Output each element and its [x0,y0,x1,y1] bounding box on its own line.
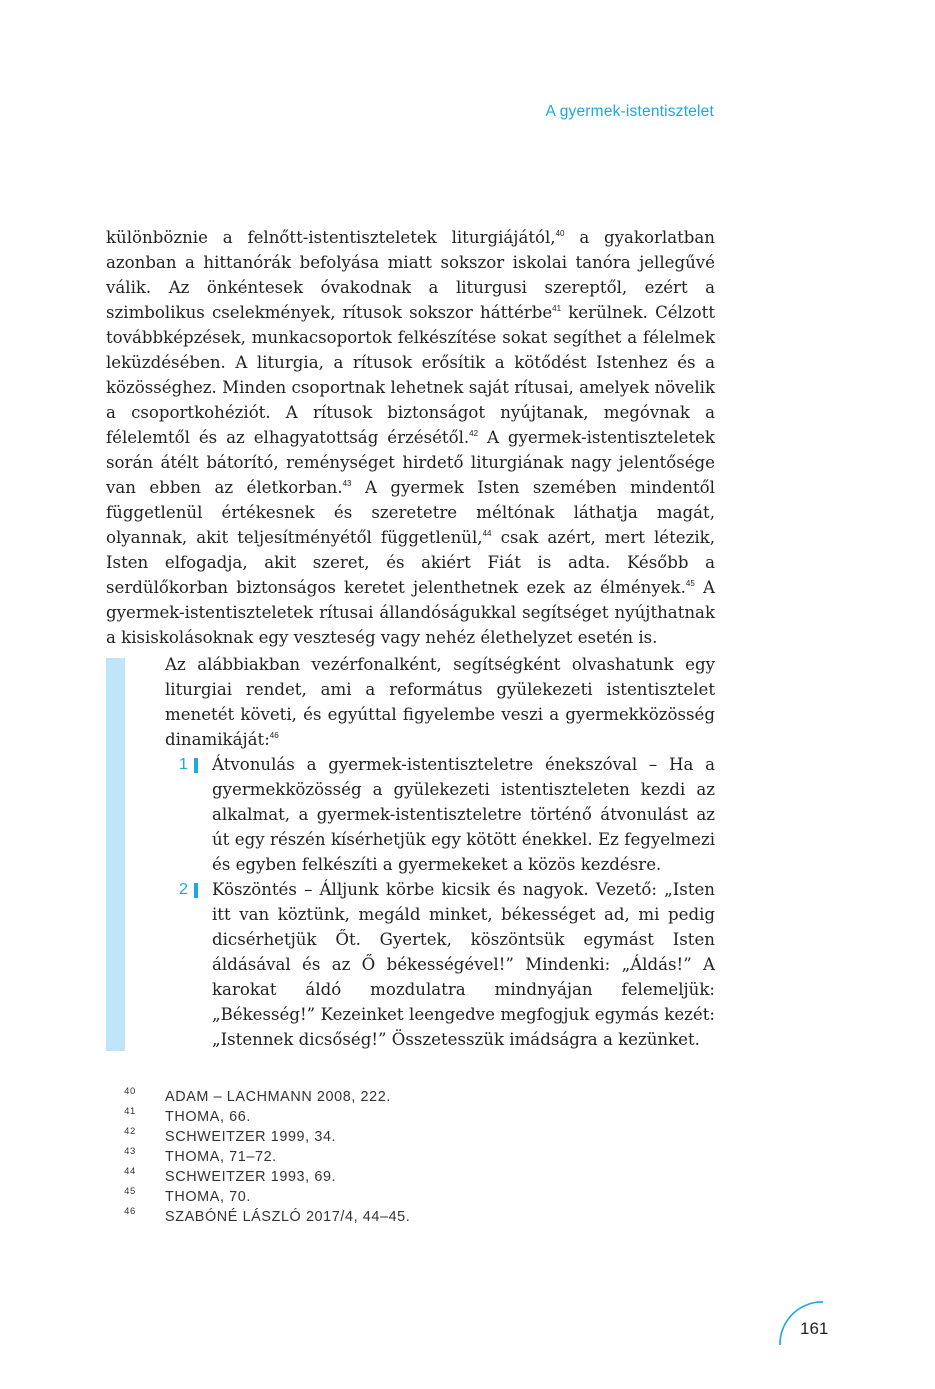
footnote-number: 43 [124,1146,136,1157]
footnote-ref-40: 40 [555,229,565,238]
liturgy-box [106,652,715,1052]
main-paragraph [106,225,715,650]
list-item-number: 1 [179,756,188,773]
list-item [165,752,715,877]
list-item-text: Átvonulás a gyermek-istentiszteletre énekszóval – Ha a gyermekközösség a gyülekezeti istentiszteleten kezdi az alkalmat, a gyermek-istentiszteletre történő átvonulást az út egy részén kísérhetjük egy kötött énekkel. Ez fegyelmezi és egyben felkészíti a gyermekeket a közös kezdésre. [212,755,715,874]
list-item [165,877,715,1052]
text-segment: a gyakorlatban azonban a hittanórák befolyása miatt sokszor iskolai tanóra jellegűvé válik. Az önkéntesek óvakodnak a liturgusi szereptől, ezért a szimbolikus cselekmények, rítusok sokszor háttérbe [106,228,715,322]
footnote-ref-45: 45 [685,579,695,588]
number-marker-bar [194,883,198,898]
text-segment: különböznie a felnőtt-istentiszteletek liturgiájától, [106,228,556,247]
box-intro [165,652,715,752]
footnote-text: THOMA, 70. [165,1189,251,1205]
footnote-number: 42 [124,1126,136,1137]
text-segment: A gyermek-istentiszteletek rítusai állandóságukkal segítséget nyújthatnak a kisiskolásoknak egy veszteség vagy nehéz élethelyzet esetén is. [106,578,715,647]
footnote-ref-42: 42 [469,429,479,438]
footnote-number: 45 [124,1186,136,1197]
text-segment: kerülnek. Célzott továbbképzések, munkacsoportok felkészítése sokat segíthet a félelmek leküzdésében. A liturgia, a rítusok erősítik a kötődést Istenhez és a közösséghez. Minden csoportnak lehetnek saját rítusai, amelyek növelik a csoportkohéziót. A rítusok biztonságot nyújtanak, megóvnak a félelemtől és az elhagyatottság érzésétől. [106,303,715,447]
footnote-number: 46 [124,1206,136,1217]
liturgy-list [165,752,715,1052]
text-segment: A gyermek Isten szemében mindentől függetlenül értékesnek és szeretetre méltónak láthatja magát, olyannak, akit teljesítményétől függetlenül, [106,478,715,547]
footnote-number: 41 [124,1106,136,1117]
footnote-text: SCHWEITZER 1993, 69. [165,1169,337,1185]
footnote-ref-41: 41 [552,304,562,313]
footnote-number: 44 [124,1166,136,1177]
paragraph [106,225,715,650]
footnote [120,1207,720,1227]
number-marker-bar [194,758,198,773]
footnote [120,1167,720,1187]
footnote-text: THOMA, 66. [165,1109,251,1125]
text-segment: A gyermek-istentiszteletek során átélt bátorító, reménységet hirdető liturgiának nagy jelentősége van ebben az életkorban. [106,428,715,497]
box-intro-text: Az alábbiakban vezérfonalként, segítségként olvashatunk egy liturgiai rendet, ami a református gyülekezeti istentisztelet menetét követi, és egyúttal figyelembe veszi a gyermekközösség dinamikáját: [165,655,715,749]
footnote-text: ADAM – LACHMANN 2008, 222. [165,1089,391,1105]
footnote-text: THOMA, 71–72. [165,1149,277,1165]
footnote [120,1107,720,1127]
footnotes [120,1087,720,1227]
footnote [120,1127,720,1147]
page-number: 161 [800,1319,829,1338]
box-accent-bar [106,658,125,1051]
footnote-number: 40 [124,1086,136,1097]
box-content [165,652,715,1052]
running-head-title: A gyermek-istentisztelet [545,103,714,120]
text-segment: csak azért, mert létezik, Isten elfogadja, akit szeret, és akiért Fiát is adta. Később a serdülőkorban biztonságos keretet jelenthetnek ezek az élmények. [106,528,715,597]
list-item-number: 2 [179,881,188,898]
footnote [120,1187,720,1207]
footnote-ref-44: 44 [482,529,492,538]
footnote-text: SZABÓNÉ LÁSZLÓ 2017/4, 44–45. [165,1209,411,1225]
footnote [120,1147,720,1167]
footnote-ref-46: 46 [269,731,279,740]
list-item-text: Köszöntés – Álljunk körbe kicsik és nagyok. Vezető: „Isten itt van köztünk, megáld minket, békességet ad, mi pedig dicsérhetjük Őt. Gyertek, köszöntsük egymást Isten áldásával és az Ő békességével!” Mindenki: „Áldás!” A karokat áldó mozdulatra mindnyájan felemeljük: „Békesség!” Kezeinket leengedve megfogjuk egymás kezét: „Istennek dicsőség!” Összetesszük imádságra a kezünket. [212,880,715,1049]
footnote [120,1087,720,1107]
footnote-text: SCHWEITZER 1999, 34. [165,1129,337,1145]
footnote-ref-43: 43 [342,479,352,488]
